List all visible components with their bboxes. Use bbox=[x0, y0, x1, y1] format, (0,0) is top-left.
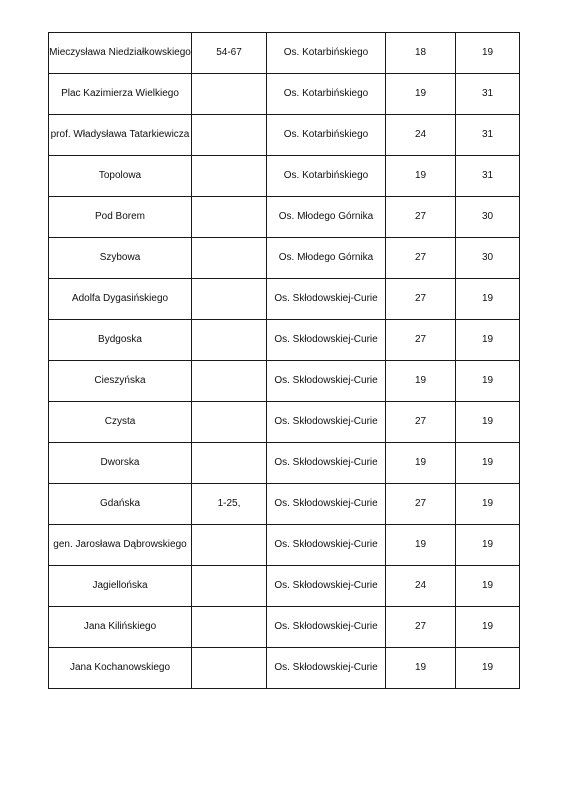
value-a-cell: 27 bbox=[386, 238, 456, 279]
value-a-cell: 27 bbox=[386, 279, 456, 320]
estate-name-cell: Os. Skłodowskiej-Curie bbox=[267, 443, 386, 484]
house-number-range-cell bbox=[192, 115, 267, 156]
value-b-cell: 30 bbox=[456, 238, 520, 279]
value-a-cell: 19 bbox=[386, 525, 456, 566]
value-a-cell: 19 bbox=[386, 648, 456, 689]
estate-name-cell: Os. Skłodowskiej-Curie bbox=[267, 484, 386, 525]
value-b-cell: 19 bbox=[456, 525, 520, 566]
street-name-cell: Gdańska bbox=[49, 484, 192, 525]
value-a-cell: 19 bbox=[386, 74, 456, 115]
value-b-cell: 31 bbox=[456, 115, 520, 156]
value-a-cell: 19 bbox=[386, 156, 456, 197]
estate-name-cell: Os. Skłodowskiej-Curie bbox=[267, 607, 386, 648]
street-name-cell: Szybowa bbox=[49, 238, 192, 279]
house-number-range-cell: 54-67 bbox=[192, 33, 267, 74]
value-a-cell: 27 bbox=[386, 607, 456, 648]
estate-name-cell: Os. Młodego Górnika bbox=[267, 197, 386, 238]
table-row bbox=[49, 361, 520, 402]
street-name-cell: Jana Kochanowskiego bbox=[49, 648, 192, 689]
street-name-cell: prof. Władysława Tatarkiewicza bbox=[49, 115, 192, 156]
estate-name-cell: Os. Skłodowskiej-Curie bbox=[267, 320, 386, 361]
street-name-cell: Czysta bbox=[49, 402, 192, 443]
table-row bbox=[49, 197, 520, 238]
value-a-cell: 27 bbox=[386, 320, 456, 361]
value-b-cell: 19 bbox=[456, 484, 520, 525]
table-row bbox=[49, 566, 520, 607]
house-number-range-cell bbox=[192, 607, 267, 648]
house-number-range-cell bbox=[192, 156, 267, 197]
value-b-cell: 31 bbox=[456, 156, 520, 197]
value-b-cell: 30 bbox=[456, 197, 520, 238]
value-a-cell: 19 bbox=[386, 443, 456, 484]
street-name-cell: Bydgoska bbox=[49, 320, 192, 361]
street-name-cell: Jagiellońska bbox=[49, 566, 192, 607]
house-number-range-cell bbox=[192, 320, 267, 361]
table-row bbox=[49, 279, 520, 320]
street-name-cell: Cieszyńska bbox=[49, 361, 192, 402]
house-number-range-cell bbox=[192, 361, 267, 402]
house-number-range-cell bbox=[192, 443, 267, 484]
table-row bbox=[49, 484, 520, 525]
estate-name-cell: Os. Skłodowskiej-Curie bbox=[267, 648, 386, 689]
value-b-cell: 19 bbox=[456, 33, 520, 74]
table-row bbox=[49, 525, 520, 566]
value-b-cell: 19 bbox=[456, 361, 520, 402]
value-b-cell: 19 bbox=[456, 648, 520, 689]
estate-name-cell: Os. Młodego Górnika bbox=[267, 238, 386, 279]
street-table-body bbox=[49, 33, 520, 689]
estate-name-cell: Os. Skłodowskiej-Curie bbox=[267, 279, 386, 320]
value-a-cell: 18 bbox=[386, 33, 456, 74]
house-number-range-cell bbox=[192, 525, 267, 566]
estate-name-cell: Os. Kotarbińskiego bbox=[267, 74, 386, 115]
street-name-cell: Dworska bbox=[49, 443, 192, 484]
house-number-range-cell bbox=[192, 279, 267, 320]
table-row bbox=[49, 320, 520, 361]
value-b-cell: 19 bbox=[456, 320, 520, 361]
value-a-cell: 27 bbox=[386, 402, 456, 443]
table-row bbox=[49, 443, 520, 484]
table-row bbox=[49, 33, 520, 74]
street-name-cell: Jana Kilińskiego bbox=[49, 607, 192, 648]
house-number-range-cell bbox=[192, 74, 267, 115]
table-row bbox=[49, 115, 520, 156]
value-a-cell: 19 bbox=[386, 361, 456, 402]
table-row bbox=[49, 156, 520, 197]
street-name-cell: gen. Jarosława Dąbrowskiego bbox=[49, 525, 192, 566]
house-number-range-cell bbox=[192, 566, 267, 607]
house-number-range-cell bbox=[192, 238, 267, 279]
table-row bbox=[49, 238, 520, 279]
value-b-cell: 19 bbox=[456, 402, 520, 443]
street-name-cell: Plac Kazimierza Wielkiego bbox=[49, 74, 192, 115]
street-name-cell: Mieczysława Niedziałkowskiego bbox=[49, 33, 192, 74]
value-b-cell: 19 bbox=[456, 566, 520, 607]
table-row bbox=[49, 74, 520, 115]
estate-name-cell: Os. Skłodowskiej-Curie bbox=[267, 525, 386, 566]
estate-name-cell: Os. Kotarbińskiego bbox=[267, 156, 386, 197]
estate-name-cell: Os. Skłodowskiej-Curie bbox=[267, 361, 386, 402]
street-name-cell: Adolfa Dygasińskiego bbox=[49, 279, 192, 320]
estate-name-cell: Os. Kotarbińskiego bbox=[267, 33, 386, 74]
house-number-range-cell bbox=[192, 197, 267, 238]
value-b-cell: 19 bbox=[456, 607, 520, 648]
table-row bbox=[49, 607, 520, 648]
house-number-range-cell: 1-25, bbox=[192, 484, 267, 525]
street-name-cell: Topolowa bbox=[49, 156, 192, 197]
value-b-cell: 31 bbox=[456, 74, 520, 115]
table-row bbox=[49, 648, 520, 689]
street-name-cell: Pod Borem bbox=[49, 197, 192, 238]
value-a-cell: 27 bbox=[386, 484, 456, 525]
value-b-cell: 19 bbox=[456, 443, 520, 484]
estate-name-cell: Os. Skłodowskiej-Curie bbox=[267, 566, 386, 607]
value-a-cell: 27 bbox=[386, 197, 456, 238]
value-b-cell: 19 bbox=[456, 279, 520, 320]
street-table bbox=[48, 32, 520, 689]
house-number-range-cell bbox=[192, 648, 267, 689]
table-row bbox=[49, 402, 520, 443]
estate-name-cell: Os. Skłodowskiej-Curie bbox=[267, 402, 386, 443]
house-number-range-cell bbox=[192, 402, 267, 443]
value-a-cell: 24 bbox=[386, 566, 456, 607]
estate-name-cell: Os. Kotarbińskiego bbox=[267, 115, 386, 156]
value-a-cell: 24 bbox=[386, 115, 456, 156]
